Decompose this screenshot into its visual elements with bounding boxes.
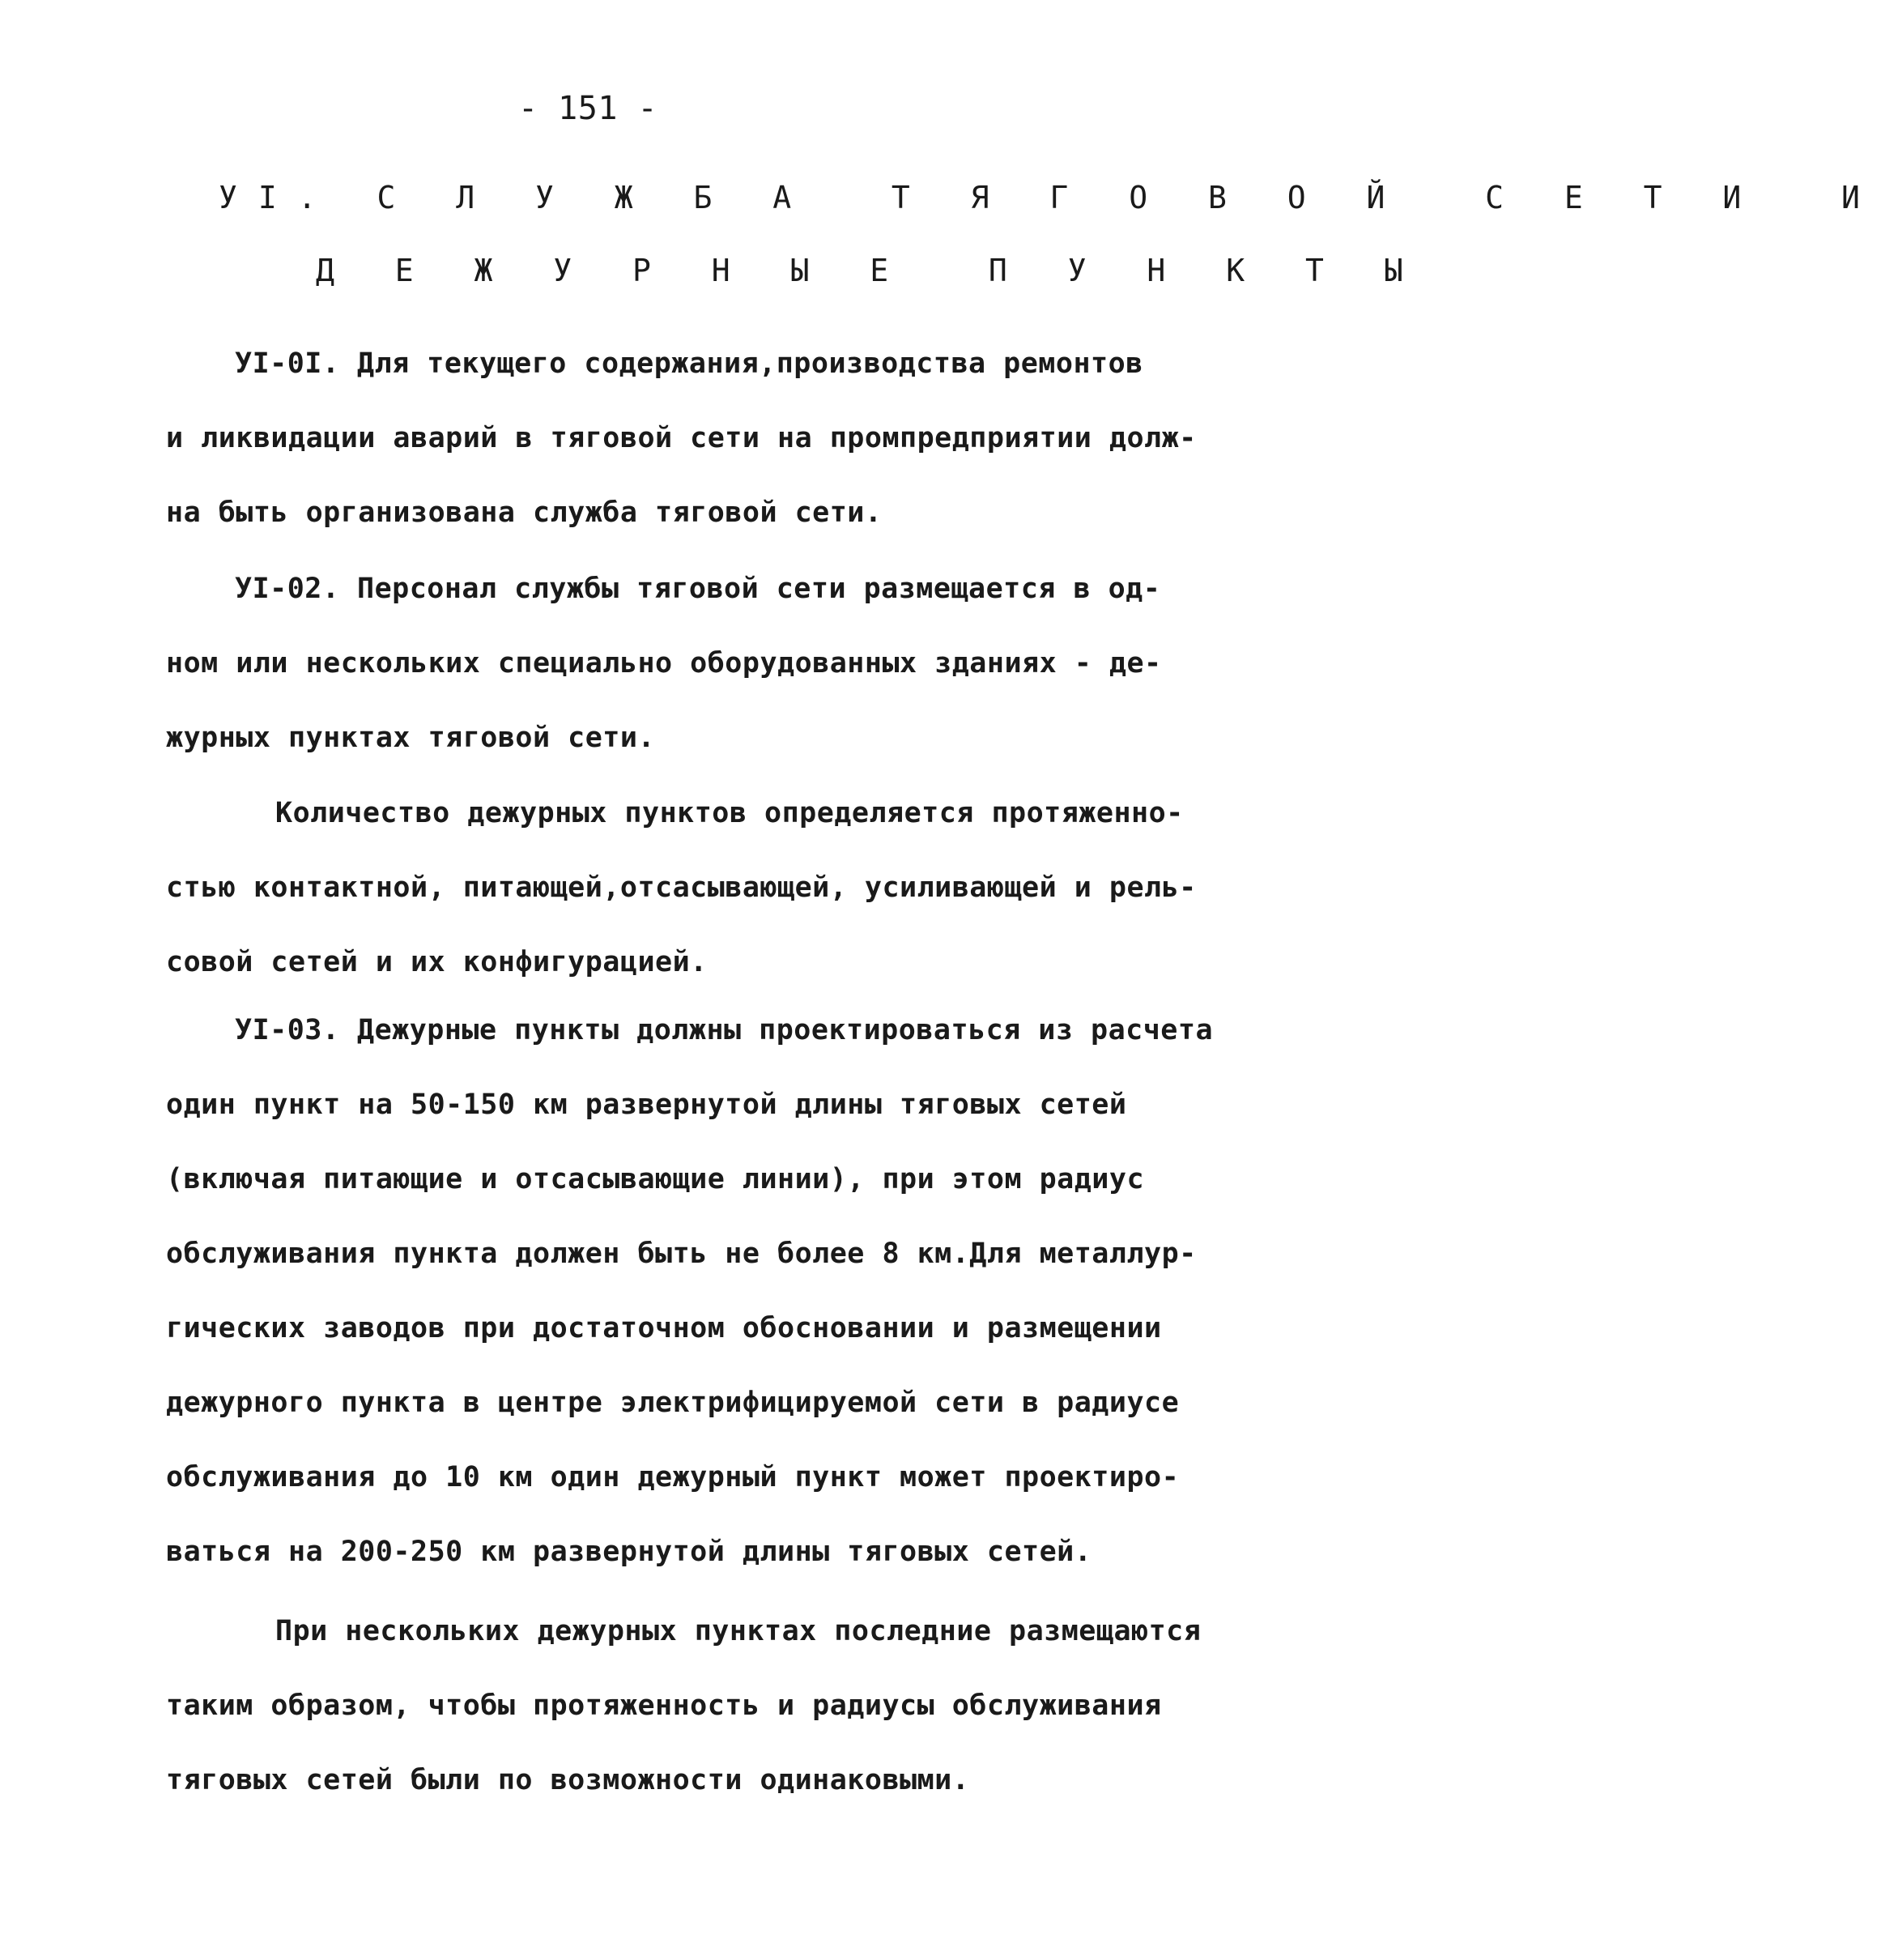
paragraph-line: тяговых сетей были по возможности одинаковыми. <box>166 1764 970 1796</box>
paragraph-line: обслуживания пункта должен быть не более 8 км.Для металлур- <box>166 1238 1197 1270</box>
paragraph-line: Количество дежурных пунктов определяется протяженно- <box>275 797 1184 829</box>
paragraph-line: журных пунктах тяговой сети. <box>166 722 656 754</box>
section-heading-line-1: УI. С Л У Ж Б А Т Я Г О В О Й С Е Т И И <box>219 180 1881 215</box>
paragraph-line: совой сетей и их конфигурацией. <box>166 946 708 978</box>
paragraph-line: гических заводов при достаточном обосновании и размещении <box>166 1312 1162 1344</box>
paragraph-line: на быть организована служба тяговой сети. <box>166 496 883 529</box>
paragraph-line: таким образом, чтобы протяженность и радиусы обслуживания <box>166 1689 1162 1722</box>
paragraph-line: (включая питающие и отсасывающие линии), при этом радиус <box>166 1163 1145 1195</box>
paragraph-line: стью контактной, питающей,отсасывающей, усиливающей и рель- <box>166 871 1197 904</box>
paragraph-line: дежурного пункта в центре электрифицируемой сети в радиусе <box>166 1387 1180 1419</box>
paragraph-line: УI-0I. Для текущего содержания,производства ремонтов <box>235 347 1143 380</box>
paragraph-line: УI-02. Персонал службы тяговой сети размещается в од- <box>235 573 1161 605</box>
section-heading-line-2: Д Е Ж У Р Н Ы Е П У Н К Т Ы <box>316 253 1424 288</box>
paragraph-line: и ликвидации аварий в тяговой сети на промпредприятии долж- <box>166 422 1197 454</box>
page-number: - 151 - <box>518 90 658 127</box>
paragraph-line: ном или нескольких специально оборудованных зданиях - де- <box>166 647 1162 680</box>
paragraph-line: один пункт на 50-150 км развернутой длины тяговых сетей <box>166 1089 1127 1121</box>
paragraph-line: ваться на 200-250 км развернутой длины тяговых сетей. <box>166 1536 1092 1568</box>
paragraph-line: обслуживания до 10 км один дежурный пункт может проектиро- <box>166 1461 1180 1493</box>
paragraph-line: УI-03. Дежурные пункты должны проектироваться из расчета <box>235 1014 1214 1046</box>
paragraph-line: При нескольких дежурных пунктах последние размещаются <box>275 1615 1202 1647</box>
